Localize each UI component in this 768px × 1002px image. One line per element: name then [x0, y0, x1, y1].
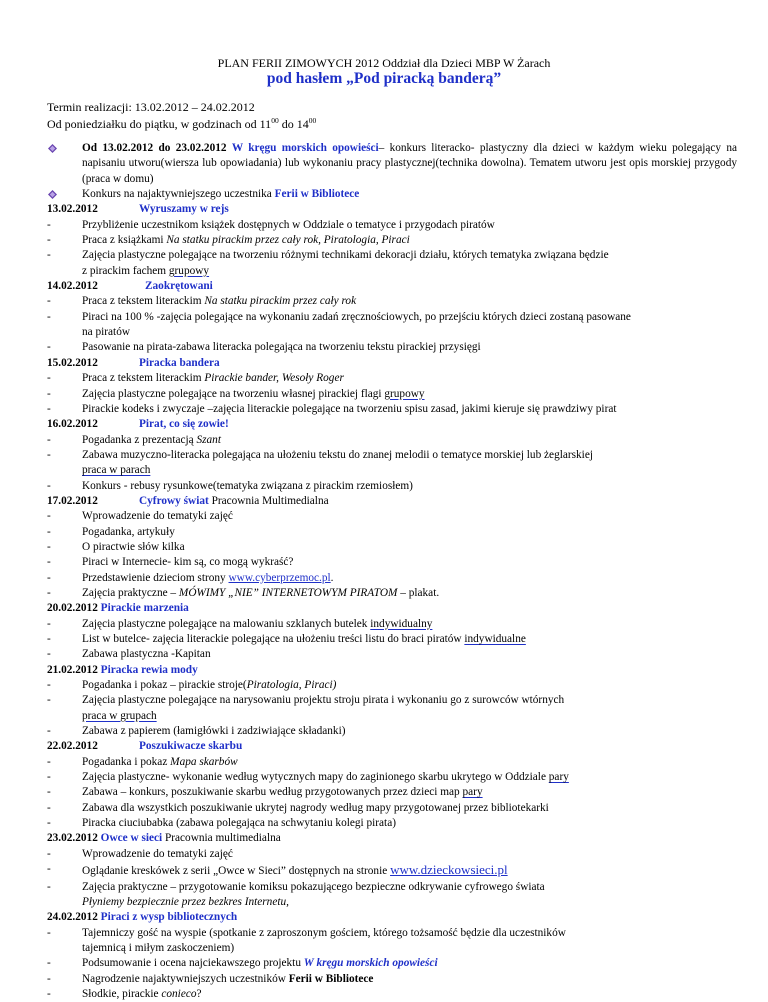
list-item: - Wprowadzenie do tematyki zajęć: [47, 510, 233, 523]
list-item: - Słodkie, pirackie conieco?: [47, 987, 202, 1000]
document-subtitle: pod hasłem „Pod piracką banderą”: [266, 70, 502, 87]
list-item-continued: z pirackim fachem grupowy: [82, 264, 210, 277]
day-heading: 21.02.2012 Piracka rewia mody: [47, 663, 198, 676]
list-item: - Pirackie kodeks i zwyczaje –zajęcia literackie polegające na tworzeniu spisu zasad, jakimi kieruje się prawdziwy pirat: [47, 402, 617, 415]
day-heading: 14.02.2012 Zaokrętowani: [47, 280, 213, 293]
day-heading: 17.02.2012 Cyfrowy świat Pracownia Multimedialna: [47, 494, 329, 507]
list-item: - Piracka ciuciubabka (zabawa polegająca na schwytaniu kolegi pirata): [47, 817, 396, 830]
list-item: - Zajęcia praktyczne – przygotowanie komiksu pokazującego bezpieczne odkrywanie cyfrowego świata: [47, 880, 545, 893]
list-item: - Zajęcia plastyczne- wykonanie według wytycznych mapy do zaginionego skarbu ukrytego w Oddziale pary: [47, 771, 569, 784]
day-heading: 13.02.2012 Wyruszamy w rejs: [47, 203, 229, 216]
day-heading: 16.02.2012 Pirat, co się zowie!: [47, 418, 229, 431]
list-item: - List w butelce- zajęcia literackie polegające na ułożeniu treści listu do braci piratów indywidualne: [47, 633, 526, 645]
list-item: - Oglądanie kreskówek z serii „Owce w Sieci” dostępnych na stronie www.dzieckowsieci.pl: [47, 862, 508, 878]
document-title: PLAN FERII ZIMOWYCH 2012 Oddział dla Dzieci MBP W Żarach: [217, 56, 551, 70]
hours-line: Od poniedziałku do piątku, w godzinach od $11^{00}$ do $14^{00}$: [47, 116, 317, 131]
list-item-continued: praca w parach: [82, 464, 151, 477]
list-item: - Nagrodzenie najaktywniejszych uczestników Ferii w Bibliotece: [47, 972, 374, 985]
day-heading: 22.02.2012 Poszukiwacze skarbu: [47, 740, 243, 753]
list-item: - Przedstawienie dzieciom strony www.cyberprzemoc.pl.: [47, 571, 334, 584]
list-item: - Przybliżenie uczestnikom książek dostępnych w Oddziale o tematyce i przygodach piratów: [47, 218, 495, 231]
list-item: - Podsumowanie i ocena najciekawszego projektu W kręgu morskich opowieści: [47, 957, 438, 970]
day-heading: 24.02.2012 Piraci z wysp bibliotecznych: [47, 911, 238, 924]
contest-intro: Od 13.02.2012 do 23.02.2012 W kręgu morskich opowieści– konkurs literacko- plastyczny dla dzieci w każdym wieku polegający na napisaniu utworu(wiersza lub opowiadania) lub wykonaniu pracy plastycznej(technika dowolna). Tematem utworu jest opis morskiej przygody (praca w domu): [47, 141, 737, 187]
day-heading: 20.02.2012 Pirackie marzenia: [47, 602, 189, 615]
list-item: - Pogadanka i pokaz – pirackie stroje(Piratologia, Piraci): [47, 679, 337, 692]
cyberprzemoc-link[interactable]: www.cyberprzemoc.pl: [228, 571, 331, 584]
list-item: - Praca z tekstem literackim Na statku pirackim przez cały rok: [47, 295, 357, 308]
list-item: - Pogadanka, artykuły: [47, 525, 175, 538]
dzieckowsieci-link[interactable]: www.dzieckowsieci.pl: [390, 862, 508, 878]
list-item: - Piraci na 100 % -zajęcia polegające na wykonaniu zadań zręcznościowych, po przejściu których dzieci zostaną pasowane: [47, 310, 631, 323]
list-item: - Zabawa plastyczna -Kapitan: [47, 648, 211, 661]
list-item: - Zajęcia plastyczne polegające na malowaniu szklanych butelek indywidualny: [47, 617, 433, 630]
list-item-continued: praca w grupach: [82, 709, 157, 722]
list-item: - Zabawa dla wszystkich poszukiwanie ukrytej nagrody według mapy przygotowanej przez bibliotekarki: [47, 801, 549, 814]
contest-active: Konkurs na najaktywniejszego uczestnika Ferii w Bibliotece: [47, 187, 737, 202]
list-item: - Zajęcia praktyczne – MÓWIMY „NIE” INTERNETOWYM PIRATOM – plakat.: [47, 586, 440, 599]
list-item-continued: tajemnicą i miłym zaskoczeniem): [82, 941, 235, 954]
list-item: - Piraci w Internecie- kim są, co mogą wykraść?: [47, 556, 294, 569]
list-item: - Zabawa – konkurs, poszukiwanie skarbu według przygotowanych przez dzieci map pary: [47, 786, 483, 799]
list-item: - Wprowadzenie do tematyki zajęć: [47, 847, 233, 860]
list-item-continued: Płyniemy bezpiecznie przez bezkres Internetu,: [82, 895, 289, 908]
list-item: - O piractwie słów kilka: [47, 540, 185, 553]
termin-line: Termin realizacji: 13.02.2012 – 24.02.2012: [47, 100, 255, 114]
list-item-continued: na piratów: [82, 326, 130, 339]
day-heading: 23.02.2012 Owce w sieci Pracownia multimedialna: [47, 832, 281, 845]
list-item: - Zajęcia plastyczne polegające na tworzeniu różnymi technikami dekoracji działu, których tematyka związana będzie: [47, 249, 609, 262]
list-item: - Pogadanka i pokaz Mapa skarbów: [47, 755, 238, 768]
list-item: - Tajemniczy gość na wyspie (spotkanie z zaproszonym gościem, którego tożsamość będzie dla uczestników: [47, 926, 566, 939]
list-item: - Pogadanka z prezentacją Szant: [47, 433, 221, 446]
list-item: - Praca z książkami Na statku pirackim przez cały rok, Piratologia, Piraci: [47, 234, 410, 247]
list-item: - Pasowanie na pirata-zabawa literacka polegająca na tworzeniu tekstu pirackiej przysięgi: [47, 341, 481, 354]
list-item: - Konkurs - rebusy rysunkowe(tematyka związana z pirackim rzemiosłem): [47, 479, 413, 492]
list-item: - Zabawa z papierem (łamigłówki i zadziwiające składanki): [47, 725, 346, 738]
list-item: - Praca z tekstem literackim Pirackie bander, Wesoły Roger: [47, 372, 344, 385]
list-item: - Zajęcia plastyczne polegające na tworzeniu własnej pirackiej flagi grupowy: [47, 387, 425, 400]
day-heading: 15.02.2012 Piracka bandera: [47, 356, 220, 369]
diamond-bullet-icon: [48, 190, 57, 199]
list-item: - Zabawa muzyczno-literacka polegająca na ułożeniu tekstu do znanej melodii o tematyce morskiej lub żeglarskiej: [47, 448, 593, 461]
diamond-bullet-icon: [48, 144, 57, 153]
plan-content: [47, 141, 737, 1002]
list-item: - Zajęcia plastyczne polegające na narysowaniu projektu stroju pirata i wykonaniu go z surowców wtórnych: [47, 694, 565, 707]
